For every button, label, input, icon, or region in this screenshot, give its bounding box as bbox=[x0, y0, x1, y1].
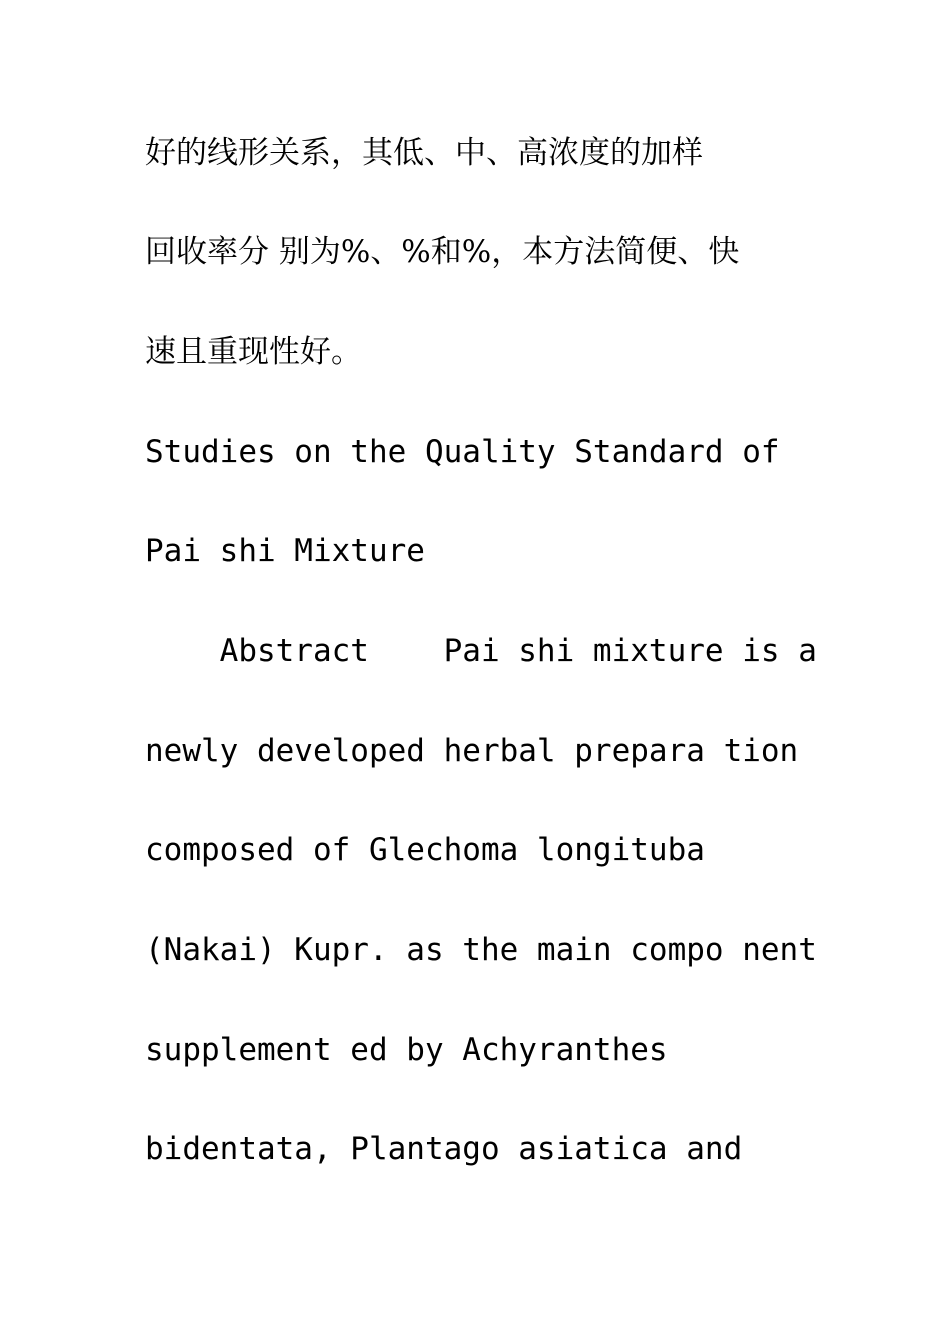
body-text-line-3: 速且重现性好。 bbox=[145, 334, 362, 370]
abstract-line-5: supplement ed by Achyranthes bbox=[145, 1032, 668, 1068]
body-text-line-1: 好的线形关系，其低、中、高浓度的加样 bbox=[145, 135, 703, 171]
body-text-line-2: 回收率分 别为%、%和%，本方法简便、快 bbox=[145, 234, 740, 270]
abstract-line-6: bidentata, Plantago asiatica and bbox=[145, 1131, 743, 1167]
abstract-line-1: Abstract Pai shi mixture is a bbox=[145, 633, 817, 669]
abstract-line-2: newly developed herbal prepara tion bbox=[145, 733, 799, 769]
english-title-line-1: Studies on the Quality Standard of bbox=[145, 434, 780, 470]
english-title-line-2: Pai shi Mixture bbox=[145, 533, 425, 569]
abstract-line-4: (Nakai) Kupr. as the main compo nent bbox=[145, 932, 817, 968]
abstract-line-3: composed of Glechoma longituba bbox=[145, 832, 705, 868]
